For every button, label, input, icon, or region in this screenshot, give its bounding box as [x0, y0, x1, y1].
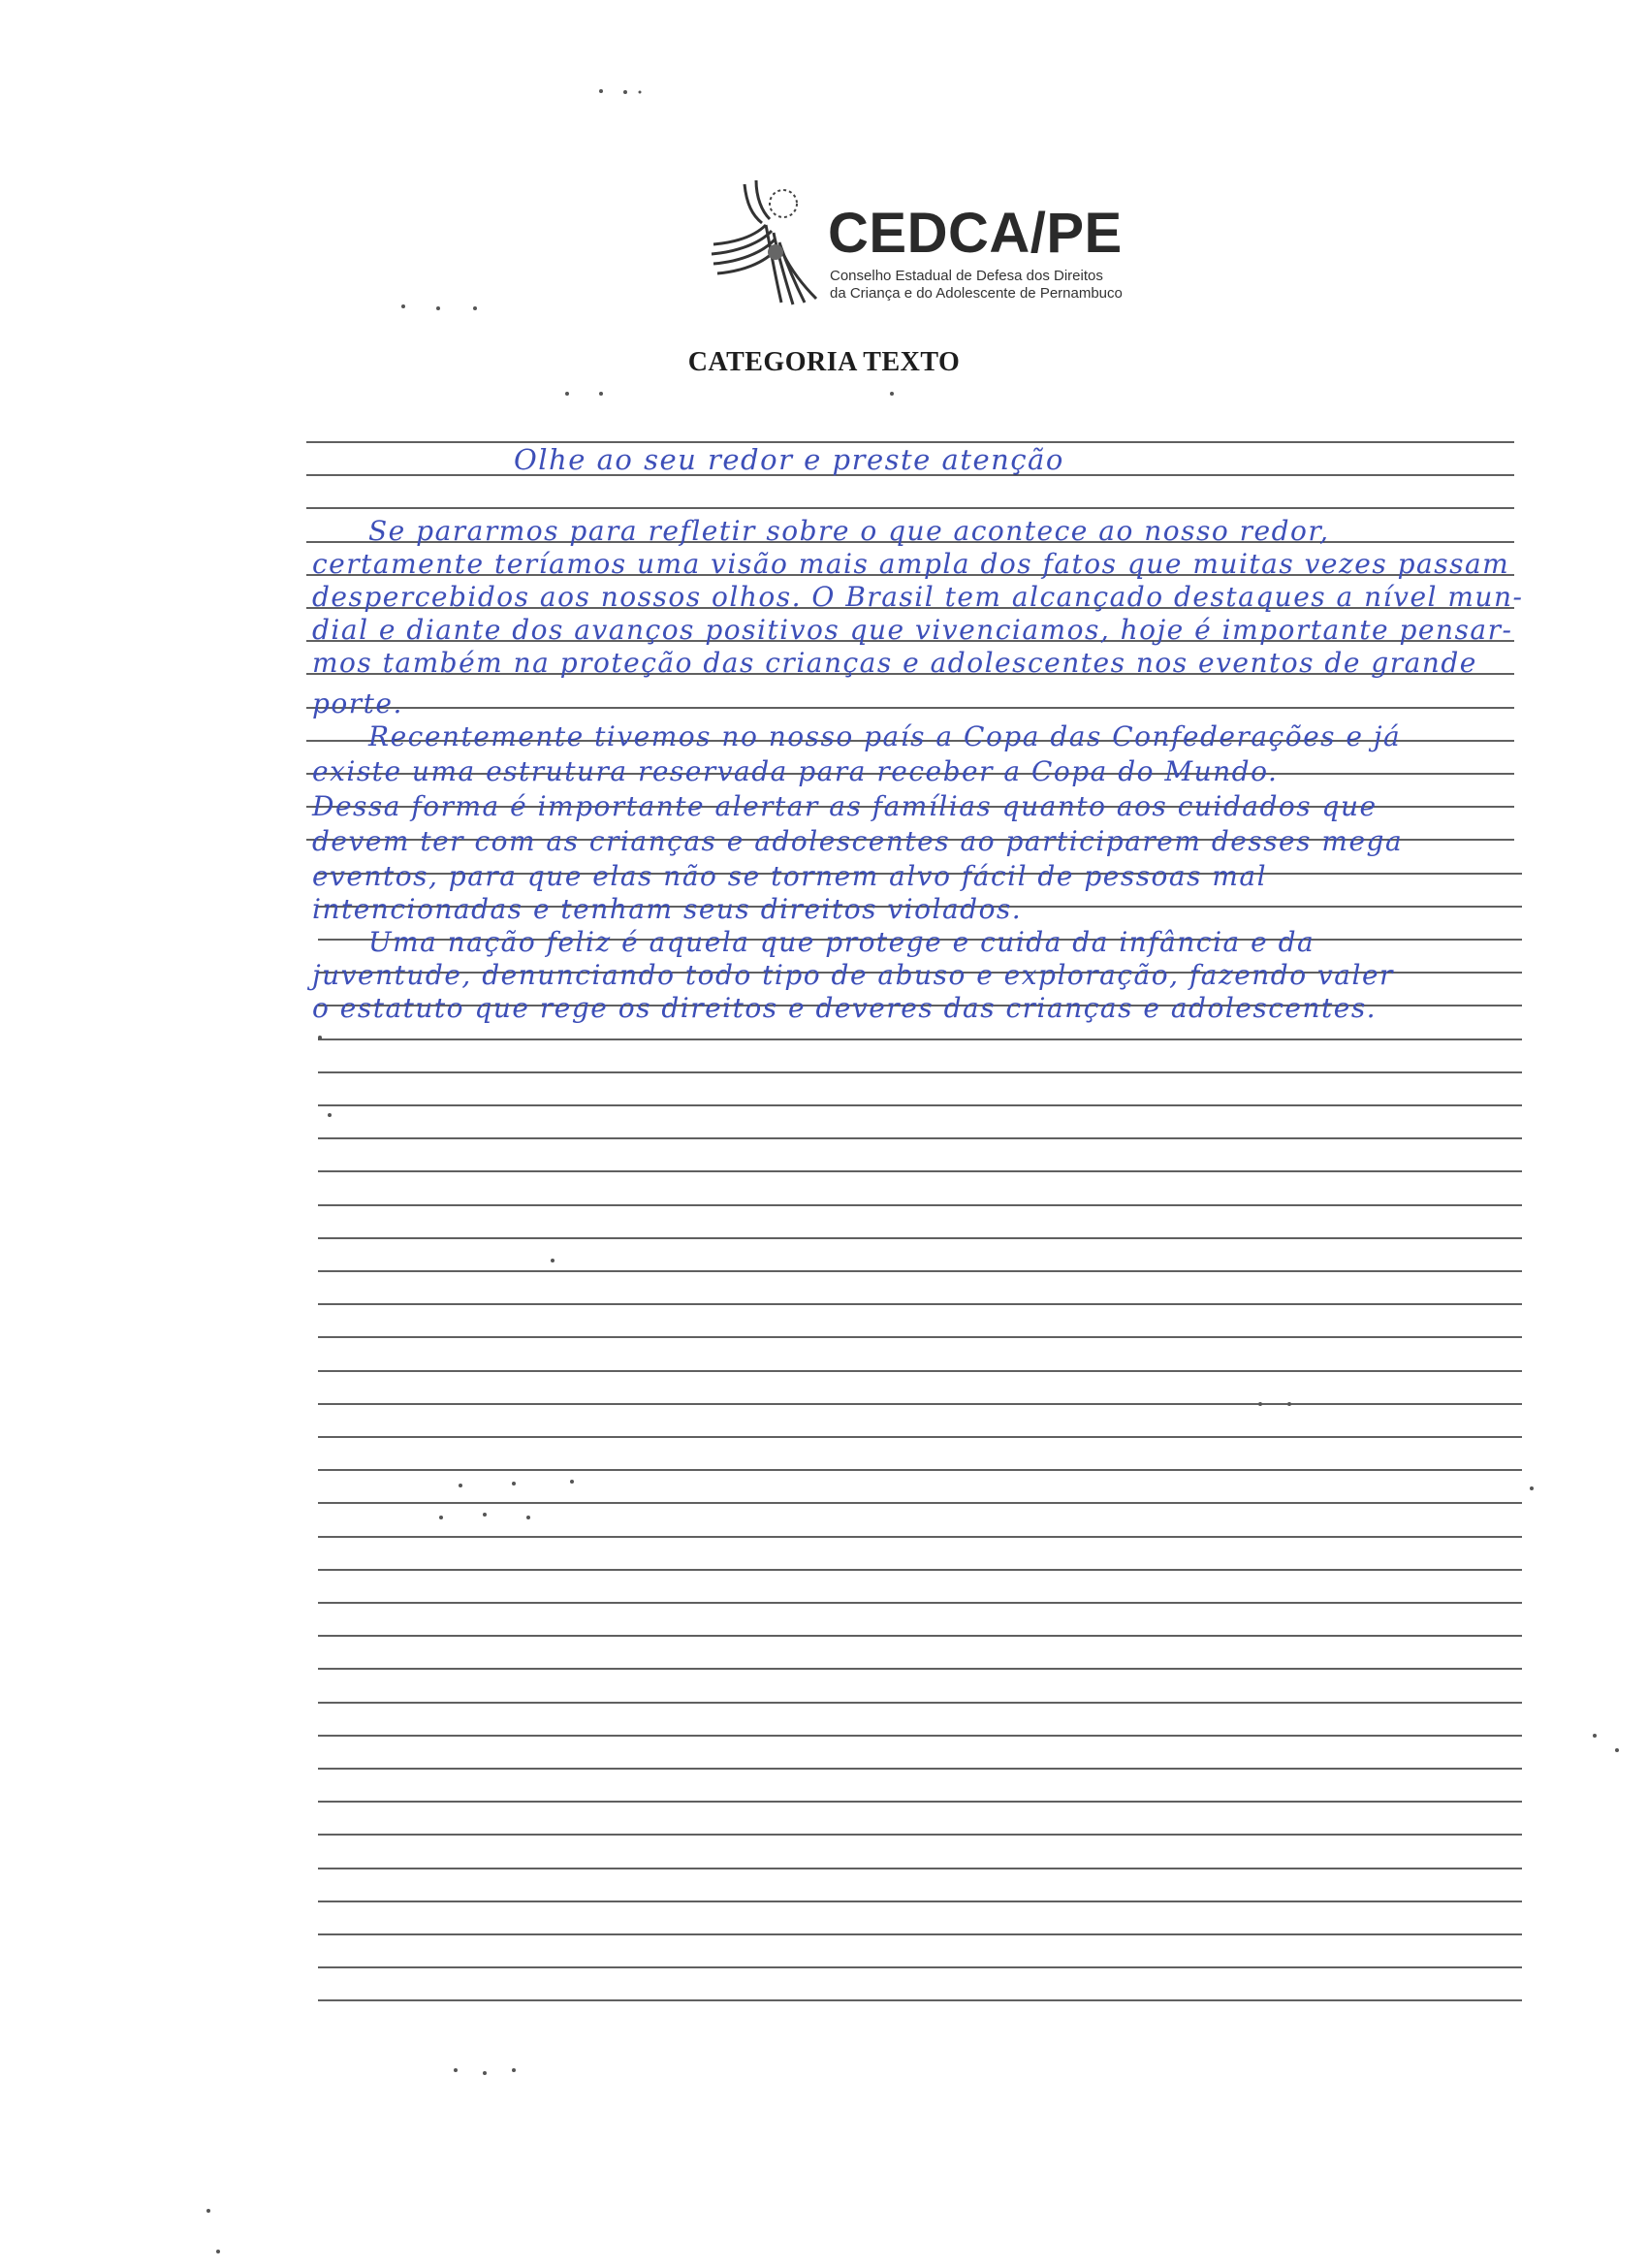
essay-line: despercebidos aos nossos olhos. O Brasil tem alcançado destaques a nível mun- — [312, 581, 1524, 613]
essay-line: eventos, para que elas não se tornem alvo fácil de pessoas mal — [312, 860, 1268, 892]
essay-line: devem ter com as crianças e adolescentes ao participarem desses mega — [312, 825, 1404, 857]
essay-line: existe uma estrutura reservada para receber a Copa do Mundo. — [312, 755, 1279, 787]
essay-title: Olhe ao seu redor e preste atenção — [514, 443, 1064, 476]
essay-line: porte. — [312, 687, 403, 719]
essay-line: o estatuto que rege os direitos e deveres das crianças e adolescentes. — [312, 992, 1378, 1024]
logo-subtitle-line2: da Criança e do Adolescente de Pernambuco — [830, 285, 1123, 302]
essay-line: Dessa forma é importante alertar as famílias quanto aos cuidados que — [312, 790, 1378, 822]
logo-title: CEDCA/PE — [828, 202, 1123, 265]
category-heading: CATEGORIA TEXTO — [687, 347, 961, 377]
essay-line: Uma nação feliz é aquela que protege e cuida da infância e da — [368, 926, 1315, 958]
essay-line: Recentemente tivemos no nosso país a Copa das Confederações e já — [368, 720, 1402, 752]
essay-line: dial e diante dos avanços positivos que vivenciamos, hoje é importante pensar- — [312, 614, 1513, 646]
essay-line: Se pararmos para refletir sobre o que acontece ao nosso redor, — [368, 515, 1330, 547]
essay-line: juventude, denunciando todo tipo de abuso e exploração, fazendo valer — [312, 959, 1394, 991]
essay-line: intencionadas e tenham seus direitos violados. — [312, 893, 1023, 925]
logo-subtitle-line1: Conselho Estadual de Defesa dos Direitos — [830, 268, 1103, 284]
essay-line: mos também na proteção das crianças e adolescentes nos eventos de grande — [312, 647, 1477, 679]
essay-line: certamente teríamos uma visão mais ampla dos fatos que muitas vezes passam — [312, 548, 1510, 580]
